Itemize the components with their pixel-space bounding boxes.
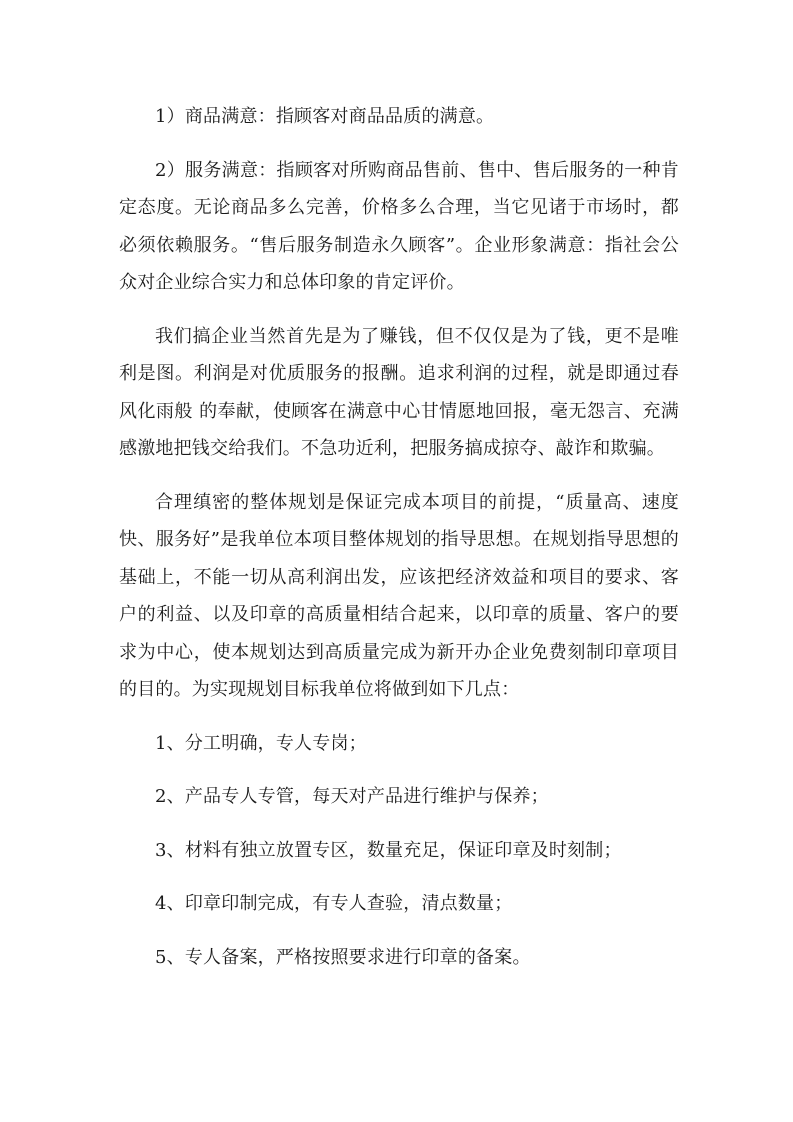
document-body — [119, 98, 679, 992]
list-item: 3、材料有独立放置专区，数量充足，保证印章及时刻制； — [155, 839, 622, 861]
list-item: 2、产品专人专管，每天对产品进行维护与保养； — [155, 786, 549, 807]
list-item: 1、分工明确，专人专岗； — [155, 732, 367, 754]
list-item: 5、专人备案，严格按照要求进行印章的备案。 — [155, 946, 531, 968]
list-item: 4、印章印制完成，有专人查验，清点数量； — [155, 893, 513, 914]
paragraph-service-satisfaction: 2）服务满意：指顾客对所购商品售前、售中、售后服务的一种肯定态度。无论商品多么完善，价格多么合理，当它见诸于市场时，都必须依赖服务。“售后服务制造永久顾客”。企业形象满意：指社会公众对企业综合实力和总体印象的肯定评价。 — [119, 159, 679, 293]
paragraph-product-satisfaction: 1）商品满意：指顾客对商品品质的满意。 — [155, 106, 495, 127]
paragraph-profit-philosophy: 我们搞企业当然首先是为了赚钱，但不仅仅是为了钱，更不是唯利是图。利润是对优质服务的报酬。追求利润的过程，就是即通过春风化雨般 的奉献，使顾客在满意中心甘情愿地回报，毫无怨言、充满感激地把钱交给我们。不急功近利，把服务搞成掠夺、敲诈和欺骗。 — [119, 325, 679, 459]
paragraph-overall-plan: 合理缜密的整体规划是保证完成本项目的前提，“质量高、速度快、服务好”是我单位本项目整体规划的指导思想。在规划指导思想的基础上，不能一切从高利润出发，应该把经济效益和项目的要求、客户的利益、以及印章的高质量相结合起来，以印章的质量、客户的要求为中心，使本规划达到高质量完成为新开办企业免费刻制印章项目的目的。为实现规划目标我单位将做到如下几点： — [119, 491, 679, 700]
